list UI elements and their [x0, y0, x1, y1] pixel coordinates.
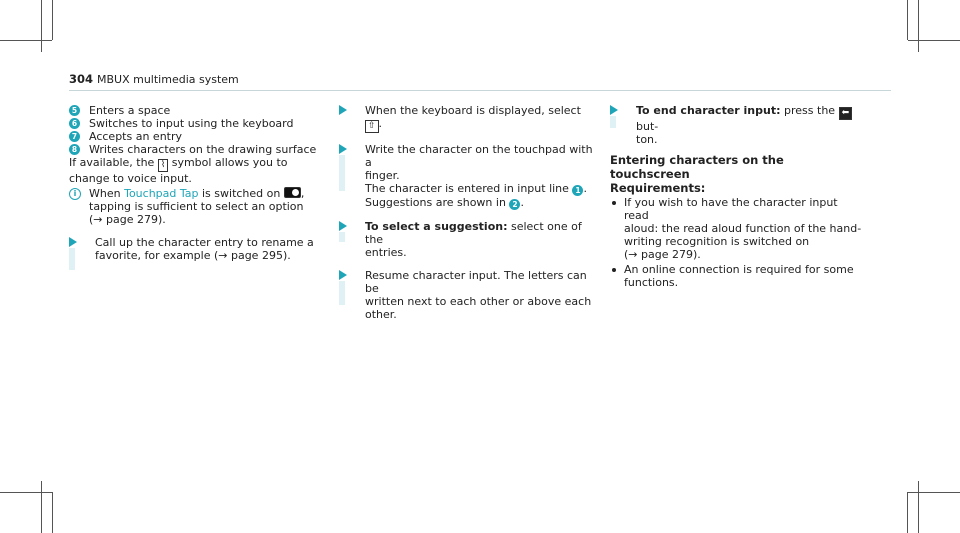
page-reference: (→ page 279). [89, 213, 166, 226]
page-title: MBUX multimedia system [97, 73, 239, 86]
number-badge: 2 [509, 199, 520, 210]
info-note: i When Touchpad Tap is switched on , tapping is sufficient to select an option (→ page 279). [69, 187, 319, 226]
crop-mark [918, 481, 919, 533]
crop-mark [0, 40, 52, 41]
crop-mark [0, 492, 52, 493]
item-text: Writes characters on the drawing surface [89, 143, 317, 156]
number-badge: 6 [69, 118, 80, 129]
step-arrow-icon [610, 105, 618, 115]
step-bar [69, 248, 75, 270]
column-3 [610, 104, 865, 289]
item-text: Enters a space [89, 104, 171, 117]
step-bar [339, 155, 345, 191]
list-item [69, 104, 319, 117]
touchpad-tap-setting: Touchpad Tap [124, 187, 199, 200]
item-text: Switches to input using the keyboard [89, 117, 294, 130]
shift-key-icon: ⇧ [365, 120, 379, 133]
step-bar [339, 232, 345, 242]
list-item [69, 143, 319, 156]
info-icon: i [69, 188, 81, 200]
crop-mark [52, 0, 53, 40]
step-arrow-icon [339, 270, 347, 280]
instruction-step: To select a suggestion: select one of the entries. [339, 220, 594, 259]
voice-input-icon: ⌇ [158, 159, 168, 172]
note-text: If available, the ⌇ symbol allows you to change to voice input. [69, 156, 288, 185]
item-text: Accepts an entry [89, 130, 183, 143]
step-arrow-icon [69, 237, 77, 247]
step-arrow-icon [339, 144, 347, 154]
step-bar [610, 116, 616, 128]
number-badge: 5 [69, 105, 80, 116]
back-icon: ⬅ [839, 107, 853, 120]
list-item: If you wish to have the character input read aloud: the read aloud function of the hand- writing recognition is switched on (→ page 279). [610, 196, 865, 261]
page-reference: (→ page 279). [624, 248, 701, 261]
section-heading: Entering characters on the touchscreen [610, 153, 784, 181]
instruction-step: Write the character on the touchpad with a finger. The character is entered in input line 1 . Suggestions are shown in 2 . [339, 143, 594, 210]
number-badge: 1 [572, 185, 583, 196]
crop-mark [41, 481, 42, 533]
list-item [69, 130, 319, 143]
instruction-step: Call up the character entry to rename a favorite, for example (→ page 295). [69, 236, 319, 262]
crop-mark [918, 0, 919, 52]
requirements-heading: Requirements: [610, 181, 706, 195]
toggle-on-icon [284, 187, 301, 198]
crop-mark [907, 0, 908, 40]
list-item: An online connection is required for some functions. [610, 263, 865, 289]
number-badge: 7 [69, 131, 80, 142]
crop-mark [908, 492, 960, 493]
page-header [69, 73, 891, 89]
column-1 [69, 104, 319, 262]
instruction-step: When the keyboard is displayed, select ⇧ . [339, 104, 594, 133]
crop-mark [41, 0, 42, 52]
step-arrow-icon [339, 105, 347, 115]
header-rule [69, 90, 891, 91]
column-2 [339, 104, 594, 321]
step-arrow-icon [339, 221, 347, 231]
number-badge: 8 [69, 144, 80, 155]
list-item [69, 117, 319, 130]
crop-mark [52, 492, 53, 533]
page-number: 304 [69, 72, 94, 86]
instruction-step: To end character input: press the ⬅ but- ton. [610, 104, 865, 146]
crop-mark [908, 40, 960, 41]
instruction-step: Resume character input. The letters can be written next to each other or above each other. [339, 269, 594, 321]
crop-mark [907, 492, 908, 533]
step-bar [339, 281, 345, 305]
